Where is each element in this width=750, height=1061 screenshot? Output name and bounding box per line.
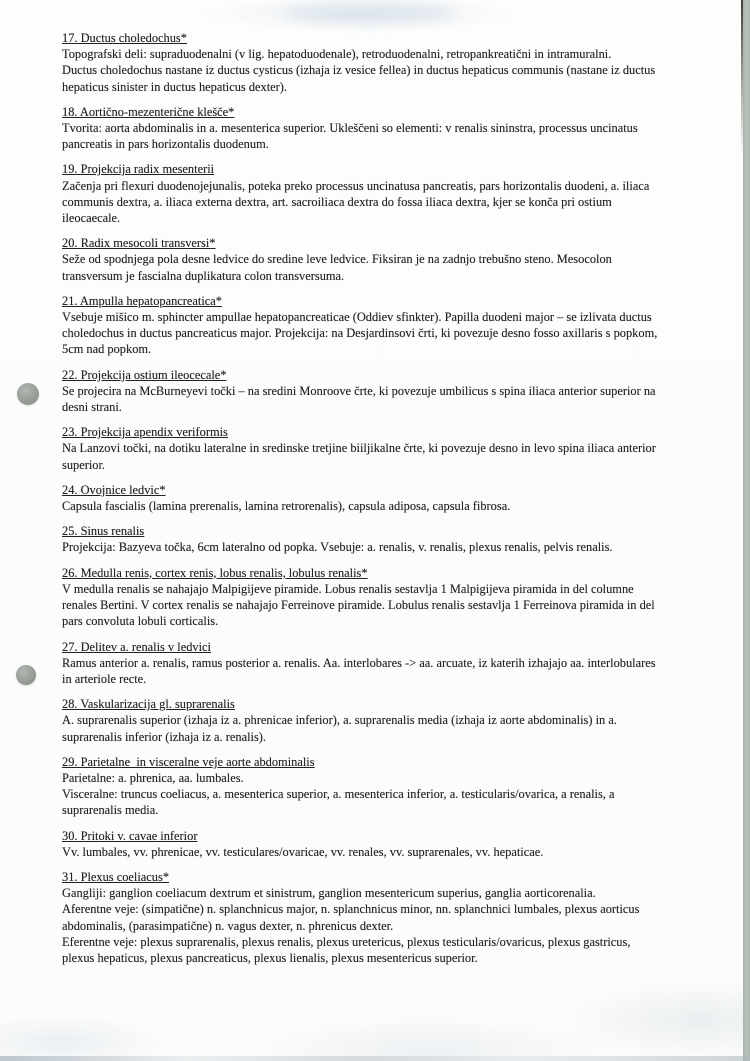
section-line: Eferentne veje: plexus suprarenalis, plexus renalis, plexus uretericus, plexus testicularis/ovaricus, plexus gastricus, <box>62 934 631 949</box>
section-line: Visceralne: truncus coeliacus, a. mesenterica superior, a. mesenterica inferior, a. testicularis/ovarica, a renalis, a <box>62 787 615 802</box>
section <box>62 639 722 688</box>
section-heading: 20. Radix mesocoli transversi* <box>62 236 216 251</box>
section-heading: 17. Ductus choledochus* <box>62 31 187 45</box>
section-line: ileocaecale. <box>62 211 121 226</box>
section-heading: 25. Sinus renalis <box>62 524 145 539</box>
section-line: Topografski deli: supraduodenalni (v lig. hepatoduodenale), retroduodenalni, retropankreatični in intramuralni. <box>62 47 612 62</box>
section-line: transversum je fascialna duplikatura colon transversuma. <box>62 268 345 283</box>
section <box>62 30 722 95</box>
section-line: suprarenalis inferior (izhaja iz a. renalis). <box>62 729 267 744</box>
section-heading: 23. Projekcija apendix veriformis <box>62 425 228 440</box>
section-line: pancreatis in pars horizontalis duodenum. <box>62 137 269 152</box>
section <box>62 828 722 860</box>
section-line: Na Lanzovi točki, na dotiku lateralne in sredinske tretjine biiljikalne črte, ki povezuje desno in levo spina iliaca anterior <box>62 441 656 456</box>
scan-smudge-top <box>285 3 455 23</box>
section <box>62 293 722 358</box>
section-line: Aferentne veje: (simpatične) n. splanchnicus major, n. splanchnicus minor, nn. splanchnici lumbales, plexus aorticus <box>62 902 640 917</box>
section-line: desni strani. <box>62 400 122 415</box>
section <box>62 482 722 514</box>
section-heading: 27. Delitev a. renalis v ledvici <box>62 639 211 654</box>
sections-container <box>62 30 722 966</box>
section-line: V medulla renalis se nahajajo Malpigijeve piramide. Lobus renalis sestavlja 1 Malpigijeva piramida in del columne <box>62 581 634 596</box>
section-line: Capsula fascialis (lamina prerenalis, lamina retrorenalis), capsula adiposa, capsula fibrosa. <box>62 499 511 514</box>
section-line: abdominalis, (parasimpatične) n. vagus dexter, n. phrenicus dexter. <box>62 918 394 933</box>
section-line: Tvorita: aorta abdominalis in a. mesenterica superior. Ukleščeni so elementi: v renalis sininstra, processus uncinatus <box>62 121 638 136</box>
section-line: Projekcija: Bazyeva točka, 6cm lateralno od popka. Vsebuje: a. renalis, v. renalis, plexus renalis, pelvis renalis. <box>62 540 613 555</box>
section-line: choledochus in ductus pancreaticus major. Projekcija: na Desjardinsovi črti, ki povezuje desno fosso axillaris s popkom, <box>62 326 658 341</box>
section-line: Se projecira na McBurneyevi točki – na sredini Monroove črte, ki povezuje umbilicus s spina iliaca anterior superior na <box>62 383 656 398</box>
section <box>62 523 722 555</box>
section-line: pars convoluta lobuli corticalis. <box>62 614 219 629</box>
section-heading: 18. Aortično-mezenterične klešče* <box>62 104 235 119</box>
hole-punch-mark-1 <box>17 383 39 405</box>
section-line: Parietalne: a. phrenica, aa. lumbales. <box>62 770 244 785</box>
section-heading: 28. Vaskularizacija gl. suprarenalis <box>62 697 235 712</box>
section-line: Ramus anterior a. renalis, ramus posterior a. renalis. Aa. interlobares -> aa. arcuate, iz katerih izhajajo aa. interlobulares <box>62 655 656 670</box>
section-line: Vsebuje mišico m. sphincter ampullae hepatopancreaticae (Oddiev sfinkter). Papilla duodeni major – se izlivata ductus <box>62 310 652 325</box>
section <box>62 565 722 630</box>
section-line: hepaticus sinister in ductus hepaticus dexter). <box>62 79 288 94</box>
section-heading: 30. Pritoki v. cavae inferior <box>62 828 198 843</box>
scan-edge-bottom <box>0 1056 750 1061</box>
section-heading: 21. Ampulla hepatopancreatica* <box>62 293 222 308</box>
section-heading: 24. Ovojnice ledvic* <box>62 482 166 497</box>
section <box>62 696 722 745</box>
section <box>62 235 722 284</box>
scan-edge-band <box>743 0 750 1061</box>
section <box>62 104 722 153</box>
section-line: Vv. lumbales, vv. phrenicae, vv. testiculares/ovaricae, vv. renales, vv. suprarenales, vv. hepaticae. <box>62 844 544 859</box>
section-line: communis dextra, a. iliaca externa dextra, art. sacroiliaca dextra do fossa iliaca dextra, kjer se konča pri ostium <box>62 194 612 209</box>
section-line: plexus hepaticus, plexus pancreaticus, plexus lienalis, plexus mesentericus superior. <box>62 950 478 965</box>
section-line: 5cm nad popkom. <box>62 342 152 357</box>
section-line: A. suprarenalis superior (izhaja iz a. phrenicae inferior), a. suprarenalis media (izhaja iz aorte abdominalis) in a. <box>62 713 617 728</box>
section-heading: 31. Plexus coeliacus* <box>62 869 170 884</box>
section-line: in arteriole recte. <box>62 671 147 686</box>
section <box>62 367 722 416</box>
hole-punch-mark-2 <box>16 665 36 685</box>
section-line: Seže od spodnjega pola desne ledvice do sredine leve ledvice. Fiksiran je na zadnjo trebušno steno. Mesocolon <box>62 252 612 267</box>
section-heading: 29. Parietalne in visceralne veje aorte abdominalis <box>62 754 315 769</box>
section <box>62 869 722 966</box>
section-line: renales Bertini. V cortex renalis se nahajajo Ferreinove piramide. Lobulus renalis sestavlja 1 Ferreinova piramida in del <box>62 598 655 613</box>
section-heading: 19. Projekcija radix mesenterii <box>62 162 215 177</box>
section-line: Gangliji: ganglion coeliacum dextrum et sinistrum, ganglion mesentericum superius, ganglia aorticorenalia. <box>62 886 596 901</box>
section-line: suprarenalis media. <box>62 803 159 818</box>
section <box>62 161 722 226</box>
section-line: Ductus choledochus nastane iz ductus cysticus (izhaja iz vesice fellea) in ductus hepaticus communis (nastane iz ductus <box>62 63 656 78</box>
section-line: Začenja pri flexuri duodenojejunalis, poteka preko processus uncinatusa pancreatis, pars horizontalis duodeni, a. iliaca <box>62 178 650 193</box>
document-text-body <box>62 30 722 975</box>
section-heading: 22. Projekcija ostium ileocecale* <box>62 367 227 382</box>
section <box>62 424 722 473</box>
section-heading: 26. Medulla renis, cortex renis, lobus renalis, lobulus renalis* <box>62 565 368 580</box>
section <box>62 754 722 819</box>
section-line: superior. <box>62 457 106 472</box>
